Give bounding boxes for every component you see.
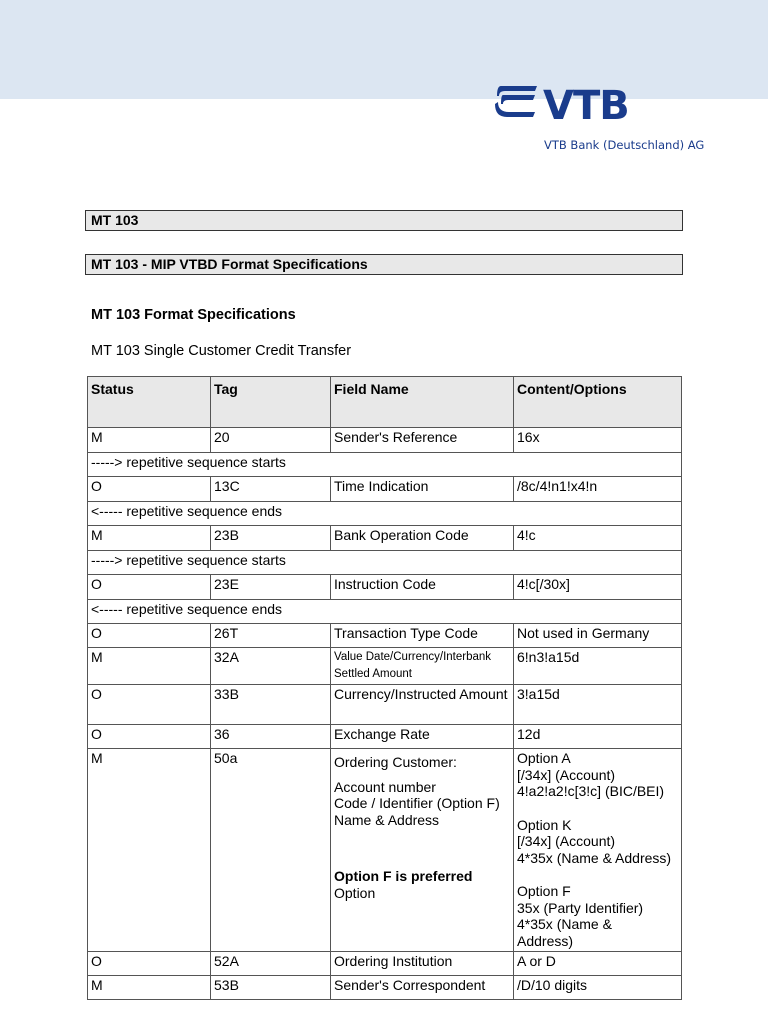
section-subtitle: MT 103 Single Customer Credit Transfer — [91, 343, 352, 359]
cell-status: O — [88, 624, 211, 648]
cell-status: O — [88, 685, 211, 725]
cell-tag: 13C — [211, 477, 331, 502]
cell-field-name: Instruction Code — [331, 575, 514, 600]
cell-content: 3!a15d — [514, 685, 682, 725]
cell-status: M — [88, 749, 211, 952]
sequence-marker: <----- repetitive sequence ends — [88, 502, 682, 526]
cell-tag: 26T — [211, 624, 331, 648]
cell-field-name: Transaction Type Code — [331, 624, 514, 648]
content-line: 4*35x (Name & — [517, 916, 612, 932]
table-row — [88, 685, 682, 725]
cell-field-name: Bank Operation Code — [331, 526, 514, 551]
sequence-marker: -----> repetitive sequence starts — [88, 453, 682, 477]
heading-mt103: MT 103 — [85, 210, 683, 231]
sequence-row — [88, 502, 682, 526]
format-spec-table — [87, 376, 682, 1000]
cell-status: M — [88, 648, 211, 685]
logo-wordmark: VTB — [543, 83, 629, 129]
table-header-row — [88, 377, 682, 428]
heading-format-spec: MT 103 - MIP VTBD Format Specifications — [85, 254, 683, 275]
cell-tag: 36 — [211, 725, 331, 749]
cell-field-name: Sender's Correspondent — [331, 976, 514, 1000]
cell-tag: 23B — [211, 526, 331, 551]
cell-content: A or D — [514, 952, 682, 976]
field-line: Name & Address — [334, 811, 440, 828]
sequence-marker: <----- repetitive sequence ends — [88, 600, 682, 624]
vtb-logo — [495, 80, 705, 155]
content-line: [/34x] (Account) — [517, 766, 616, 783]
logo-subtitle: VTB Bank (Deutschland) AG — [544, 138, 705, 152]
cell-tag: 20 — [211, 428, 331, 453]
cell-status: M — [88, 976, 211, 1000]
sequence-row — [88, 551, 682, 575]
cell-tag: 23E — [211, 575, 331, 600]
cell-status: O — [88, 477, 211, 502]
cell-content: 16x — [514, 428, 682, 453]
cell-status: M — [88, 526, 211, 551]
column-header-tag: Tag — [211, 377, 331, 428]
column-header-content-options: Content/Options — [514, 377, 682, 428]
sequence-row — [88, 453, 682, 477]
table-row — [88, 749, 682, 952]
column-header-status: Status — [88, 377, 211, 428]
content-line: 4*35x (Name & Address) — [517, 849, 672, 866]
sequence-marker: -----> repetitive sequence starts — [88, 551, 682, 575]
cell-status: O — [88, 575, 211, 600]
cell-tag: 52A — [211, 952, 331, 976]
cell-tag: 33B — [211, 685, 331, 725]
sequence-row — [88, 600, 682, 624]
cell-content: 4!c[/30x] — [514, 575, 682, 600]
content-line: [/34x] (Account) — [517, 833, 616, 849]
content-line: Option A — [517, 750, 571, 766]
table-row — [88, 952, 682, 976]
cell-field-name: Value Date/Currency/Interbank Settled Amount — [331, 648, 514, 685]
cell-status: M — [88, 428, 211, 453]
content-line: Option F — [517, 883, 571, 899]
cell-content: /D/10 digits — [514, 976, 682, 1000]
section-title: MT 103 Format Specifications — [91, 307, 296, 323]
content-line: Option K — [517, 816, 572, 833]
cell-status: O — [88, 725, 211, 749]
cell-field-name: Exchange Rate — [331, 725, 514, 749]
table-row — [88, 428, 682, 453]
table-row — [88, 976, 682, 1000]
cell-tag: 32A — [211, 648, 331, 685]
cell-tag: 53B — [211, 976, 331, 1000]
cell-status: O — [88, 952, 211, 976]
table-row — [88, 624, 682, 648]
content-line: 35x (Party Identifier) — [517, 899, 644, 916]
cell-content: 6!n3!a15d — [514, 648, 682, 685]
table-row — [88, 575, 682, 600]
field-line: Code / Identifier (Option F) — [334, 795, 500, 811]
table-row — [88, 725, 682, 749]
field-line: Option — [334, 884, 376, 901]
cell-content: 12d — [514, 725, 682, 749]
cell-field-name: Time Indication — [331, 477, 514, 502]
cell-content: /8c/4!n1!x4!n — [514, 477, 682, 502]
cell-tag: 50a — [211, 749, 331, 952]
cell-field-name: Ordering Institution — [331, 952, 514, 976]
cell-field-name: Sender's Reference — [331, 428, 514, 453]
content-line: Address) — [517, 932, 574, 949]
cell-field-name — [331, 749, 514, 952]
table-row — [88, 648, 682, 685]
field-line-bold: Option F is preferred — [334, 868, 473, 884]
table-row — [88, 477, 682, 502]
field-line: Ordering Customer: — [334, 754, 457, 770]
cell-content: 4!c — [514, 526, 682, 551]
cell-content — [514, 749, 682, 952]
content-line: 4!a2!a2!c[3!c] (BIC/BEI) — [517, 783, 665, 799]
vtb-wing-icon — [495, 82, 541, 122]
column-header-field-name: Field Name — [331, 377, 514, 428]
table-row — [88, 526, 682, 551]
cell-field-name: Currency/Instructed Amount — [331, 685, 514, 725]
field-line: Account number — [334, 778, 436, 795]
cell-content: Not used in Germany — [514, 624, 682, 648]
